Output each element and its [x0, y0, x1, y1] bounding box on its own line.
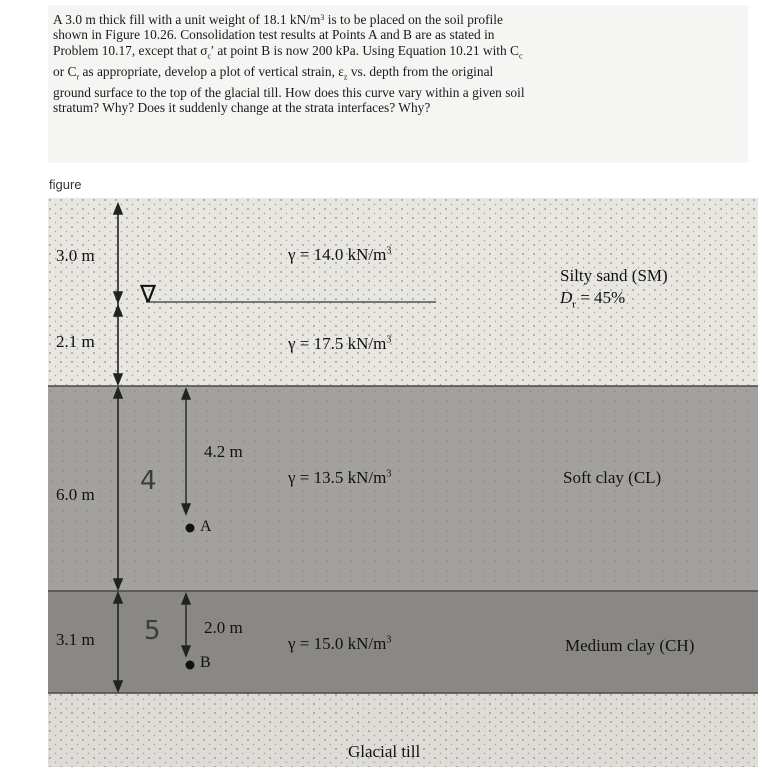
- point-b-depth: 2.0 m: [204, 618, 243, 637]
- medium-clay-label: Medium clay (CH): [565, 636, 695, 655]
- layer-1-thickness: 3.0 m: [56, 246, 95, 265]
- layer-4-unit-weight: γ = 15.0 $kN/m^3$: [288, 634, 392, 653]
- handwritten-note-b: 5: [144, 616, 161, 646]
- handwritten-note-a: 4: [140, 466, 157, 496]
- relative-density-label: $D_r = 45\%$: [560, 288, 626, 311]
- problem-statement-card: [48, 5, 748, 163]
- layer-3-thickness: 6.0 m: [56, 485, 95, 504]
- soil-profile-figure: [48, 198, 758, 767]
- glacial-till-label: Glacial till: [348, 742, 421, 761]
- point-a-depth: 4.2 m: [204, 442, 243, 461]
- layer-2-thickness: 2.1 m: [56, 332, 95, 351]
- point-b-marker: [186, 661, 195, 670]
- point-b-label: B: [200, 654, 211, 671]
- layer-3-unit-weight: γ = 13.5 $kN/m^3$: [288, 468, 392, 487]
- figure-caption: figure: [49, 177, 82, 192]
- layer-4-thickness: 3.1 m: [56, 630, 95, 649]
- point-a-label: A: [200, 518, 212, 535]
- problem-statement: A 3.0 m thick fill with a unit weight of 18.1 $kN/m^3$ is to be placed on the soil profile shown in Figure 10.26. Consolidation test results at Points A and B are as stated in Problem 10.17, except that $\sigma_c'$ at point B is now 200 kPa. Using Equation 10.21 with $C_c$ or $C_r$ as appropriate, develop a plot of vertical strain, $\varepsilon_z$ vs. depth from the original ground surface to the top of the glacial till. How does this curve vary within a given soil stratum? Why? Does it suddenly change at the strata interfaces? Why?: [53, 12, 525, 115]
- point-a-marker: [186, 524, 195, 533]
- layer-2-unit-weight: γ = 17.5 $kN/m^3$: [288, 334, 392, 353]
- soft-clay-label: Soft clay (CL): [563, 468, 662, 487]
- water-table-symbol: ∇: [140, 280, 157, 308]
- silty-sand-label: Silty sand (SM): [560, 266, 668, 285]
- layer-1-unit-weight: γ = 14.0 $kN/m^3$: [288, 245, 392, 264]
